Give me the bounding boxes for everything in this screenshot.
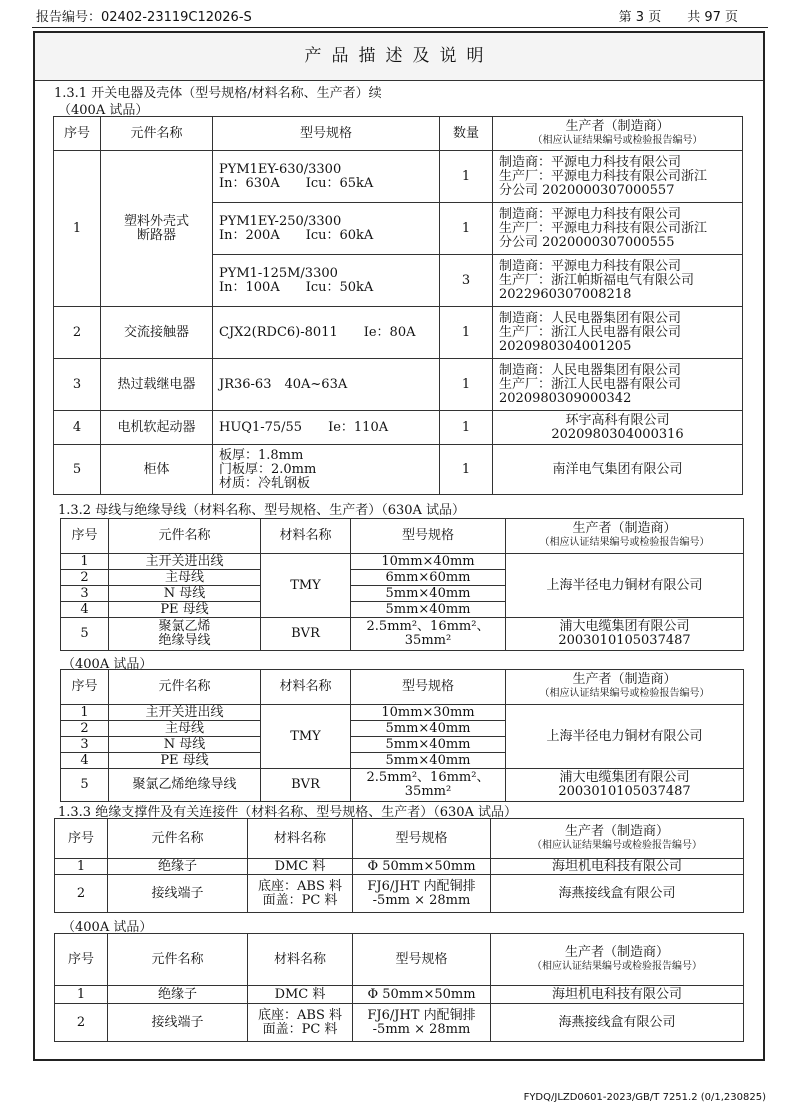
cell-spec: 5mm×40mm: [351, 602, 506, 618]
text-line: PYM1EY-250/3300: [219, 213, 342, 229]
cell-qty: 1: [440, 411, 493, 445]
text-line: 2020980304000316: [551, 426, 684, 442]
text-line: 塑料外壳式: [123, 213, 189, 229]
table-row: [54, 359, 743, 411]
cell-name: 柜体: [101, 445, 213, 495]
cell-no: 1: [55, 986, 108, 1004]
cell-spec: 5mm×40mm: [351, 721, 506, 737]
text-line: 2022960307008218: [499, 286, 632, 302]
col-header: 序号: [55, 934, 108, 986]
cell-spec: Φ 50mm×50mm: [353, 986, 491, 1004]
header-line: （相应认证结果编号或检验报告编号）: [532, 960, 702, 972]
cell-name: 聚氯乙烯绝缘导线: [109, 769, 261, 802]
text-line: 制造商：平源电力科技有限公司: [499, 258, 682, 274]
text-line: 浦大电缆集团有限公司: [559, 770, 690, 785]
col-header: 材料名称: [248, 934, 353, 986]
busbar-table-630a: [60, 518, 744, 651]
header-line: （相应认证结果编号或检验报告编号）: [539, 537, 710, 548]
table-row: [61, 705, 744, 721]
cell-material: [248, 875, 353, 913]
text-line: 制造商：平源电力科技有限公司: [499, 154, 682, 170]
col-header: [506, 519, 744, 554]
insulator-table-400a: [54, 933, 744, 1042]
cell-no: 4: [61, 753, 109, 769]
text-line: 材质：冷轧钢板: [219, 475, 311, 491]
cell-no: 4: [54, 411, 101, 445]
cell-name: 主母线: [109, 570, 261, 586]
text-line: 分公司 2020000307000557: [499, 182, 675, 198]
table-row: [61, 769, 744, 802]
cell-model: [213, 445, 440, 495]
text-line: In：200A Icu：60kA: [219, 227, 374, 243]
text-line: 分公司 2020000307000555: [499, 234, 675, 250]
header-line: 生产者（制造商）: [564, 823, 669, 839]
col-header: 型号规格: [351, 519, 506, 554]
text-line: 35mm²: [404, 784, 452, 799]
text-line: 底座：ABS 料: [258, 878, 342, 894]
cell-producer: 上海半径电力铜材有限公司: [506, 705, 744, 769]
cell-name: [109, 618, 261, 651]
cell-producer: 海坦机电科技有限公司: [491, 986, 744, 1004]
text-line: 2.5mm²、16mm²、: [366, 619, 490, 634]
text-line: 环宇高科有限公司: [565, 412, 670, 428]
cell-no: 2: [54, 307, 101, 359]
col-header: 数量: [440, 117, 493, 151]
cell-producer: 海坦机电科技有限公司: [491, 859, 744, 875]
col-header: [493, 117, 743, 151]
table-row: [54, 151, 743, 203]
insulator-table-630a: [54, 818, 744, 913]
cell-no: 2: [61, 570, 109, 586]
cell-name: 主开关进出线: [109, 705, 261, 721]
cell-name: 电机软起动器: [101, 411, 213, 445]
text-line: In：630A Icu：65kA: [219, 175, 374, 191]
cell-no: 5: [54, 445, 101, 495]
cell-model: CJX2(RDC6)-8011 Ie：80A: [213, 307, 440, 359]
cell-spec: 5mm×40mm: [351, 586, 506, 602]
cell-qty: 1: [440, 445, 493, 495]
cell-spec: [351, 769, 506, 802]
text-line: 制造商：人民电器集团有限公司: [499, 310, 682, 326]
cell-name: [101, 151, 213, 307]
cell-producer: [493, 411, 743, 445]
cell-material: TMY: [261, 705, 351, 769]
cell-spec: 5mm×40mm: [351, 737, 506, 753]
text-line: 生产厂：浙江帕斯福电气有限公司: [499, 272, 695, 288]
cell-no: 4: [61, 602, 109, 618]
text-line: 浦大电缆集团有限公司: [559, 619, 690, 634]
text-line: 2003010105037487: [558, 784, 691, 799]
cell-spec: [353, 875, 491, 913]
table-row: [61, 618, 744, 651]
cell-qty: 1: [440, 307, 493, 359]
text-line: 生产厂：平源电力科技有限公司浙江: [499, 168, 708, 184]
cell-no: 5: [61, 769, 109, 802]
header-line: （相应认证结果编号或检验报告编号）: [532, 839, 702, 851]
cell-producer: 上海半径电力铜材有限公司: [506, 554, 744, 618]
cell-producer: [493, 255, 743, 307]
col-header: 型号规格: [351, 670, 506, 705]
cell-name: PE 母线: [109, 602, 261, 618]
cell-spec: [353, 1004, 491, 1042]
cell-no: 5: [61, 618, 109, 651]
table-row: [55, 986, 744, 1004]
cell-name: N 母线: [109, 586, 261, 602]
cell-model: HUQ1-75/55 Ie：110A: [213, 411, 440, 445]
table-row: [61, 554, 744, 570]
text-line: -5mm × 28mm: [372, 1021, 471, 1037]
text-line: 生产厂：浙江人民电器有限公司: [499, 324, 682, 340]
cell-spec: Φ 50mm×50mm: [353, 859, 491, 875]
col-header: [491, 934, 744, 986]
text-line: FJ6/JHT 内配铜排: [367, 878, 476, 894]
cell-producer: [493, 307, 743, 359]
col-header: 元件名称: [109, 670, 261, 705]
table-header-row: [61, 670, 744, 705]
text-line: 2020980304001205: [499, 338, 632, 354]
col-header: 材料名称: [261, 670, 351, 705]
cell-qty: 1: [440, 151, 493, 203]
col-header: 元件名称: [109, 519, 261, 554]
col-header: 序号: [61, 519, 109, 554]
cell-spec: 10mm×30mm: [351, 705, 506, 721]
col-header: 元件名称: [108, 819, 248, 859]
busbar-table-400a: [60, 669, 744, 802]
cell-no: 3: [61, 586, 109, 602]
text-line: 生产厂：浙江人民电器有限公司: [499, 376, 682, 392]
col-header: 型号规格: [353, 934, 491, 986]
text-line: 2.5mm²、16mm²、: [366, 770, 490, 785]
cell-name: 主开关进出线: [109, 554, 261, 570]
text-line: 制造商：人民电器集团有限公司: [499, 362, 682, 378]
report-number: 报告编号：02402-23119C12026-S: [36, 10, 252, 25]
cell-no: 1: [61, 554, 109, 570]
table-header-row: [55, 934, 744, 986]
header-line: （相应认证结果编号或检验报告编号）: [532, 134, 703, 146]
header-line: 生产者（制造商）: [572, 521, 677, 536]
text-line: 面盖：PC 料: [262, 1021, 338, 1037]
cell-name: 绝缘子: [108, 859, 248, 875]
cell-name: 主母线: [109, 721, 261, 737]
cell-producer: 南洋电气集团有限公司: [493, 445, 743, 495]
cell-model: [213, 255, 440, 307]
col-header: 材料名称: [248, 819, 353, 859]
text-line: 板厚：1.8mm: [219, 447, 304, 463]
header-line: 生产者（制造商）: [572, 672, 677, 687]
cell-no: 2: [55, 875, 108, 913]
cell-producer: [493, 151, 743, 203]
header-line: 生产者（制造商）: [564, 944, 669, 960]
cell-no: 1: [54, 151, 101, 307]
col-header: 元件名称: [108, 934, 248, 986]
text-line: 35mm²: [404, 633, 452, 648]
section-sub-400a: （400A 试品）: [62, 920, 153, 935]
cell-spec: 10mm×40mm: [351, 554, 506, 570]
table-header-row: [55, 819, 744, 859]
text-line: 底座：ABS 料: [258, 1007, 342, 1023]
col-header: 材料名称: [261, 519, 351, 554]
cell-spec: 5mm×40mm: [351, 753, 506, 769]
cell-qty: 1: [440, 359, 493, 411]
page-title: 产品描述及说明: [35, 33, 763, 81]
page-indicator: 第 3 页 共 97 页: [618, 10, 738, 25]
text-line: 生产厂：平源电力科技有限公司浙江: [499, 220, 708, 236]
section-heading-1-3-1: 1.3.1 开关电器及壳体（型号规格/材料名称、生产者）续: [54, 86, 382, 101]
cell-material: BVR: [261, 618, 351, 651]
cell-model: [213, 203, 440, 255]
section-sub-400a: （400A 试品）: [62, 657, 153, 672]
cell-material: DMC 料: [248, 859, 353, 875]
cell-no: 2: [55, 1004, 108, 1042]
text-line: 聚氯乙烯: [158, 619, 211, 634]
table-row: [55, 1004, 744, 1042]
cell-qty: 3: [440, 255, 493, 307]
col-header: 型号规格: [213, 117, 440, 151]
cell-producer: [506, 769, 744, 802]
text-line: -5mm × 28mm: [372, 892, 471, 908]
text-line: FJ6/JHT 内配铜排: [367, 1007, 476, 1023]
cell-producer: [493, 359, 743, 411]
table-row: [55, 859, 744, 875]
cell-model: JR36-63 40A~63A: [213, 359, 440, 411]
cell-model: [213, 151, 440, 203]
cell-name: PE 母线: [109, 753, 261, 769]
col-header: 元件名称: [101, 117, 213, 151]
col-header: 序号: [61, 670, 109, 705]
cell-producer: [506, 618, 744, 651]
header-line: （相应认证结果编号或检验报告编号）: [539, 688, 710, 699]
section-sub-400a: （400A 试品）: [58, 103, 149, 118]
col-header: 序号: [55, 819, 108, 859]
switchgear-table: [53, 116, 743, 495]
text-line: 断路器: [136, 227, 176, 243]
table-row: [55, 875, 744, 913]
text-line: PYM1-125M/3300: [219, 265, 338, 281]
cell-name: N 母线: [109, 737, 261, 753]
section-heading-1-3-2: 1.3.2 母线与绝缘导线（材料名称、型号规格、生产者）（630A 试品）: [58, 503, 466, 518]
cell-spec: [351, 618, 506, 651]
cell-name: 接线端子: [108, 1004, 248, 1042]
section-heading-1-3-3: 1.3.3 绝缘支撑件及有关连接件（材料名称、型号规格、生产者）（630A 试品）: [58, 805, 518, 820]
text-line: 门板厚：2.0mm: [219, 461, 317, 477]
cell-material: [248, 1004, 353, 1042]
header-line: 生产者（制造商）: [565, 118, 670, 134]
cell-producer: [493, 203, 743, 255]
document-footer-code: FYDQ/JLZD0601-2023/GB/T 7251.2 (0/1,230825): [523, 1092, 766, 1103]
text-line: 面盖：PC 料: [262, 892, 338, 908]
cell-no: 2: [61, 721, 109, 737]
header-rule: [32, 27, 768, 28]
col-header: 序号: [54, 117, 101, 151]
cell-material: DMC 料: [248, 986, 353, 1004]
cell-material: BVR: [261, 769, 351, 802]
text-line: In：100A Icu：50kA: [219, 279, 374, 295]
cell-no: 3: [61, 737, 109, 753]
text-line: 2020980309000342: [499, 390, 632, 406]
table-header-row: [54, 117, 743, 151]
cell-no: 3: [54, 359, 101, 411]
col-header: [506, 670, 744, 705]
col-header: 型号规格: [353, 819, 491, 859]
text-line: PYM1EY-630/3300: [219, 161, 342, 177]
cell-no: 1: [61, 705, 109, 721]
table-row: [54, 445, 743, 495]
cell-name: 热过载继电器: [101, 359, 213, 411]
cell-spec: 6mm×60mm: [351, 570, 506, 586]
table-header-row: [61, 519, 744, 554]
cell-qty: 1: [440, 203, 493, 255]
text-line: 2003010105037487: [558, 633, 691, 648]
cell-name: 交流接触器: [101, 307, 213, 359]
cell-name: 接线端子: [108, 875, 248, 913]
text-line: 绝缘导线: [158, 633, 211, 648]
cell-name: 绝缘子: [108, 986, 248, 1004]
cell-no: 1: [55, 859, 108, 875]
cell-material: TMY: [261, 554, 351, 618]
cell-producer: 海燕接线盒有限公司: [491, 1004, 744, 1042]
table-row: [54, 307, 743, 359]
cell-producer: 海燕接线盒有限公司: [491, 875, 744, 913]
text-line: 制造商：平源电力科技有限公司: [499, 206, 682, 222]
table-row: [54, 411, 743, 445]
col-header: [491, 819, 744, 859]
